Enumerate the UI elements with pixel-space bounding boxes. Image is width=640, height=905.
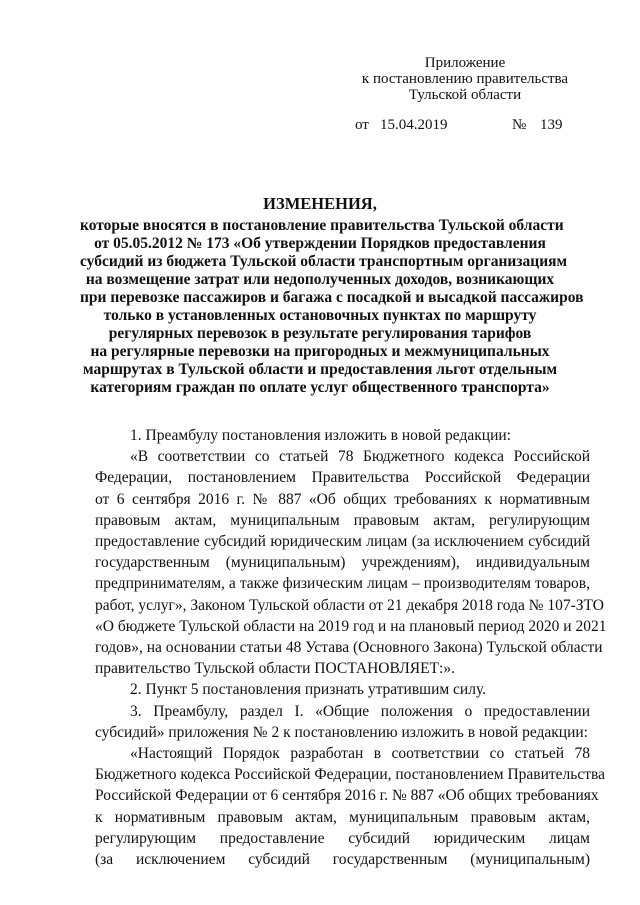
- appendix-line: к постановлению правительства: [361, 71, 569, 87]
- body-line: регулирующим предоставление субсидий юридическим лицам: [95, 829, 590, 847]
- title-line: только в установленных остановочных пунктах по маршруту: [103, 307, 537, 324]
- title-line: на возмещение затрат или недополученных доходов, возникающих: [85, 271, 555, 288]
- body-line: 3. Преамбулу, раздел I. «Общие положения о предоставлении: [130, 702, 590, 720]
- document-body: [95, 425, 607, 870]
- body-line: работ, услуг», Законом Тульской области от 21 декабря 2018 года № 107-ЗТО: [95, 596, 605, 614]
- number-label: №: [512, 117, 527, 133]
- title-line: категориям граждан по оплате услуг общественного транспорта»: [90, 379, 550, 396]
- body-line: правительство Тульской области ПОСТАНОВЛЯЕТ:».: [95, 660, 455, 678]
- date-label: от: [355, 117, 369, 133]
- body-line: государственным (муниципальным) учреждениям), индивидуальным: [95, 554, 590, 572]
- appendix-line: Тульской области: [408, 87, 522, 103]
- title-heading: ИЗМЕНЕНИЯ,: [263, 194, 377, 213]
- document-title: [80, 194, 584, 397]
- body-line: «В соответствии со статьей 78 Бюджетного кодекса Российской: [130, 448, 590, 466]
- body-line: к нормативным правовым актам, муниципальным правовым актам,: [95, 808, 590, 826]
- body-line: «Настоящий Порядок разработан в соответствии со статьей 78: [130, 745, 590, 763]
- body-line: предпринимателям, а также физическим лицам – производителям товаров,: [95, 575, 590, 593]
- body-line: субсидий» приложения № 2 к постановлению изложить в новой редакции:: [95, 723, 588, 741]
- appendix-line: Приложение: [424, 55, 506, 71]
- body-line: Федерации, постановлением Правительства Российской Федерации: [95, 469, 590, 487]
- body-line: предоставление субсидий юридическим лицам (за исключением субсидий: [95, 533, 590, 551]
- body-line: 1. Преамбулу постановления изложить в новой редакции:: [130, 427, 511, 444]
- title-line: маршрутах в Тульской области и предоставления льгот отдельным: [83, 361, 557, 378]
- body-line: годов», на основании статьи 48 Устава (Основного Закона) Тульской области: [95, 639, 603, 657]
- body-line: Российской Федерации от 6 сентября 2016 г. № 887 «Об общих требованиях: [95, 787, 599, 805]
- document-number: 139: [540, 117, 563, 133]
- body-line: «О бюджете Тульской области на 2019 год и на плановый период 2020 и 2021: [95, 617, 607, 635]
- body-line: Бюджетного кодекса Российской Федерации, постановлением Правительства: [95, 766, 605, 784]
- body-line: (за исключением субсидий государственным (муниципальным): [95, 851, 590, 869]
- document-date: 15.04.2019: [380, 117, 448, 133]
- body-line: правовым актам, муниципальным правовым актам, регулирующим: [95, 511, 590, 529]
- title-line: на регулярные перевозки на пригородных и межмуниципальных: [90, 343, 550, 360]
- title-line: которые вносятся в постановление правительства Тульской области: [80, 217, 564, 234]
- title-line: регулярных перевозок в результате регулирования тарифов: [108, 325, 532, 342]
- body-line: 2. Пункт 5 постановления признать утратившим силу.: [130, 681, 487, 699]
- body-line: от 6 сентября 2016 г. № 887 «Об общих требованиях к нормативным: [95, 490, 590, 508]
- appendix-header: [340, 55, 590, 103]
- title-line: от 05.05.2012 № 173 «Об утверждении Порядков предоставления: [94, 235, 546, 252]
- title-line: при перевозке пассажиров и багажа с посадкой и высадкой пассажиров: [80, 289, 584, 306]
- title-line: субсидий из бюджета Тульской области транспортным организациям: [80, 253, 568, 270]
